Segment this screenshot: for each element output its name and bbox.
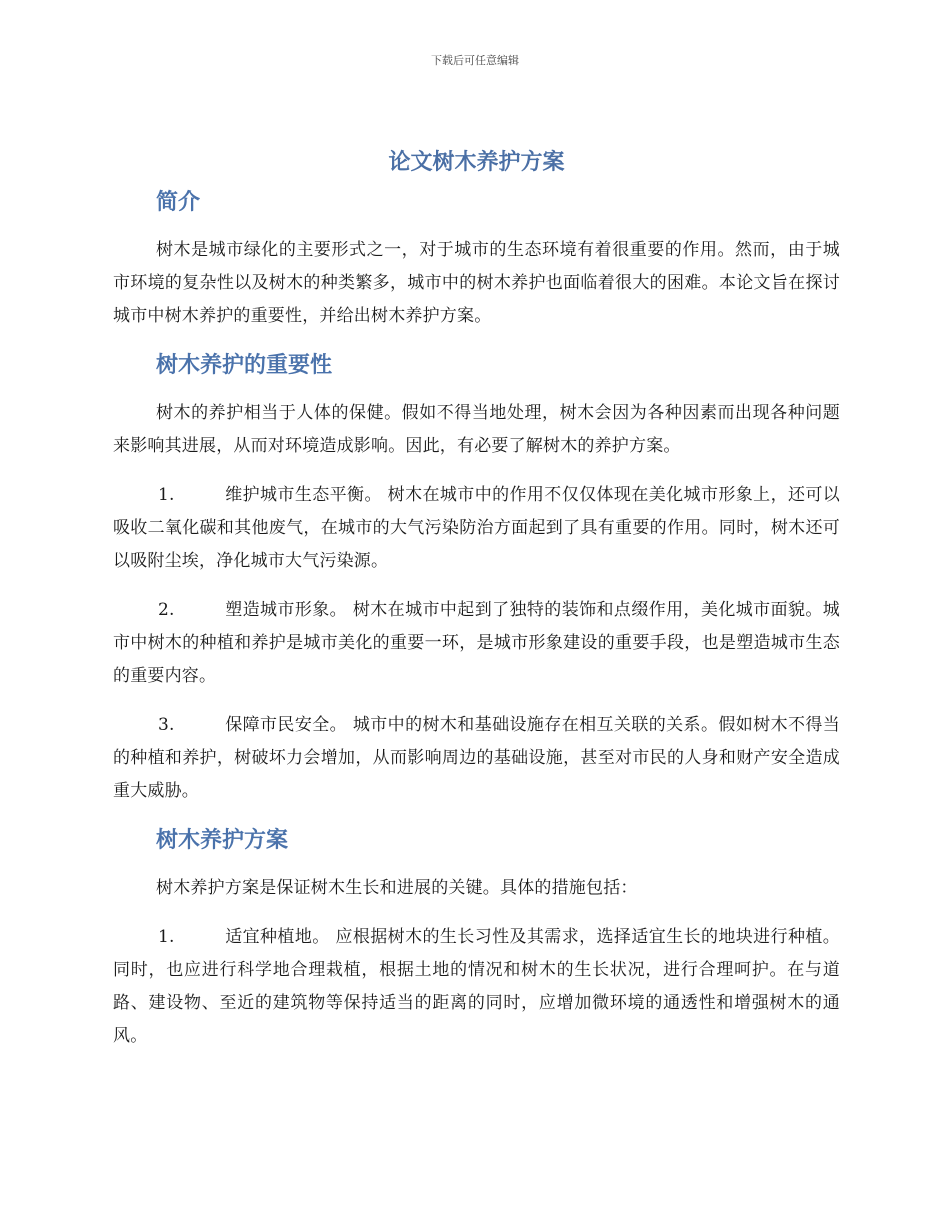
importance-intro-paragraph: 树木的养护相当于人体的保健。假如不得当地处理，树木会因为各种因素而出现各种问题来影响其进展，从而对环境造成影响。因此，有必要了解树木的养护方案。 bbox=[113, 403, 840, 456]
list-item-number: 1. bbox=[158, 927, 175, 947]
section-heading-introduction: 简介 bbox=[156, 190, 201, 215]
section-introduction bbox=[113, 186, 840, 333]
list-item-number: 3. bbox=[158, 715, 175, 735]
list-item-number: 1. bbox=[158, 485, 175, 505]
document-content bbox=[113, 146, 840, 1069]
list-item bbox=[113, 921, 840, 1053]
list-item bbox=[113, 479, 840, 578]
plan-intro-paragraph: 树木养护方案是保证树木生长和进展的关键。具体的措施包括： bbox=[156, 878, 638, 898]
section-heading-importance: 树木养护的重要性 bbox=[156, 353, 333, 378]
section-maintenance-plan bbox=[113, 824, 840, 1053]
section-importance bbox=[113, 349, 840, 808]
list-item-text: 适宜种植地。 应根据树木的生长习性及其需求，选择适宜生长的地块进行种植。同时，也应进行科学地合理栽植，根据土地的情况和树木的生长状况，进行合理呵护。在与道路、建设物、至近的建筑物等保持适当的距离的同时，应增加微环境的通透性和增强树木的通风。 bbox=[113, 927, 840, 1046]
list-item bbox=[113, 709, 840, 808]
list-item bbox=[113, 594, 840, 693]
introduction-paragraph: 树木是城市绿化的主要形式之一，对于城市的生态环境有着很重要的作用。然而，由于城市环境的复杂性以及树木的种类繁多，城市中的树木养护也面临着很大的困难。本论文旨在探讨城市中树木养护的重要性，并给出树木养护方案。 bbox=[113, 240, 840, 326]
page-header-note: 下载后可任意编辑 bbox=[431, 54, 519, 67]
document-title: 论文树木养护方案 bbox=[388, 150, 565, 175]
list-item-text: 维护城市生态平衡。 树木在城市中的作用不仅仅体现在美化城市形象上，还可以吸收二氧化碳和其他废气，在城市的大气污染防治方面起到了具有重要的作用。同时，树木还可以吸附尘埃，净化城市大气污染源。 bbox=[113, 485, 840, 571]
list-item-text: 塑造城市形象。 树木在城市中起到了独特的装饰和点缀作用，美化城市面貌。城市中树木的种植和养护是城市美化的重要一环，是城市形象建设的重要手段，也是塑造城市生态的重要内容。 bbox=[113, 600, 840, 686]
list-item-text: 保障市民安全。 城市中的树木和基础设施存在相互关联的关系。假如树木不得当的种植和养护，树破坏力会增加，从而影响周边的基础设施，甚至对市民的人身和财产安全造成重大威胁。 bbox=[113, 715, 840, 801]
list-item-number: 2. bbox=[158, 600, 175, 620]
section-heading-maintenance-plan: 树木养护方案 bbox=[156, 828, 289, 853]
